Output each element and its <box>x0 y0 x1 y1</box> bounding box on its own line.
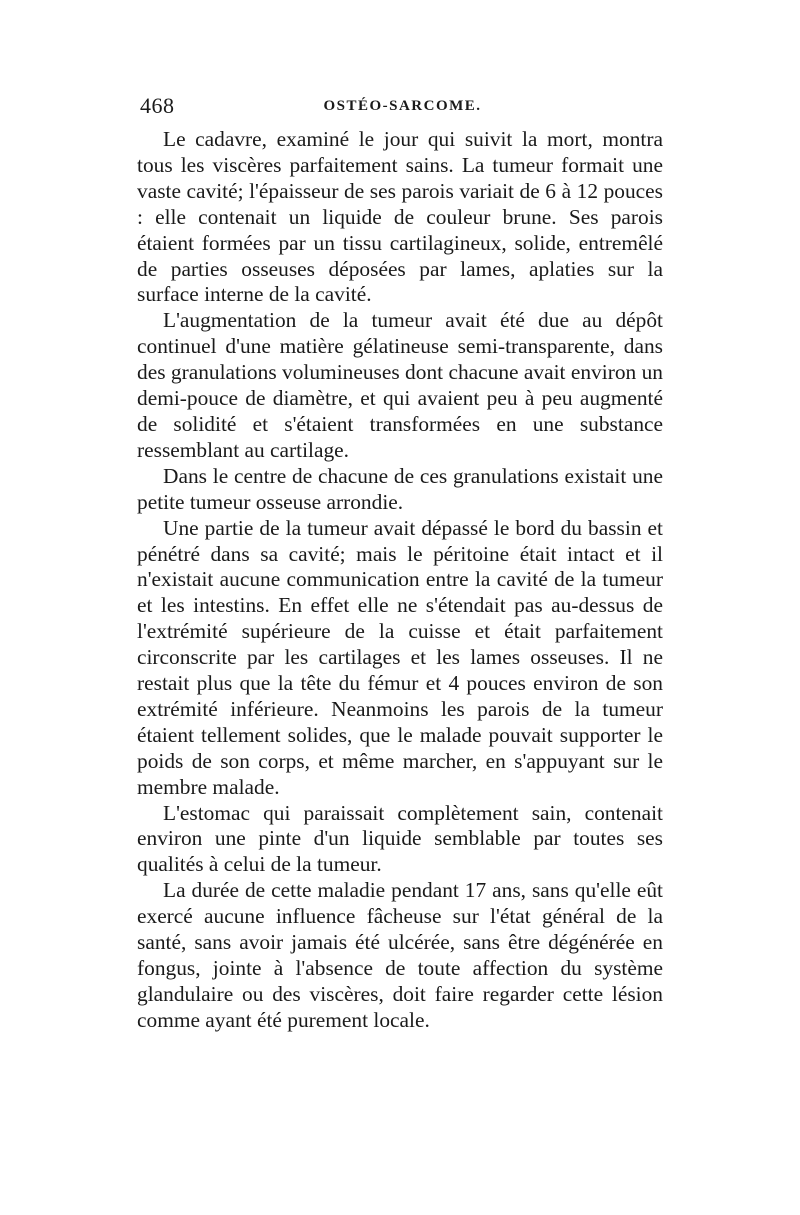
paragraph: Dans le centre de chacune de ces granulations existait une petite tumeur osseuse arrondie. <box>137 463 663 514</box>
page-header <box>140 93 665 123</box>
paragraph: Une partie de la tumeur avait dépassé le bord du bassin et pénétré dans sa cavité; mais le péritoine était intact et il n'existait aucune communication entre la cavité de la tumeur et les intestins. En effet elle ne s'étendait pas au-dessus de l'extrémité supérieure de la cuisse et était parfaitement circonscrite par les cartilages et les lames osseuses. Il ne restait plus que la tête du fémur et 4 pouces environ de son extrémité inférieure. Neanmoins les parois de la tumeur étaient tellement solides, que le malade pouvait supporter le poids de son corps, et même marcher, en s'appuyant sur le membre malade. <box>137 515 663 799</box>
body-text <box>137 127 663 1034</box>
paragraph: La durée de cette maladie pendant 17 ans, sans qu'elle eût exercé aucune influence fâcheuse sur l'état général de la santé, sans avoir jamais été ulcérée, sans être dégénérée en fongus, jointe à l'absence de toute affection du système glandulaire ou des viscères, doit faire regarder cette lésion comme ayant été purement locale. <box>137 878 663 1032</box>
page-number: 468 <box>140 93 175 118</box>
paragraph: L'augmentation de la tumeur avait été due au dépôt continuel d'une matière gélatineuse semi-transparente, dans des granulations volumineuses dont chacune avait environ un demi-pouce de diamètre, et qui avaient peu à peu augmenté de solidité et s'étaient transformées en une substance ressemblant au cartilage. <box>137 308 663 462</box>
paragraph: L'estomac qui paraissait complètement sain, contenait environ une pinte d'un liquide semblable par toutes ses qualités à celui de la tumeur. <box>137 800 663 877</box>
running-title: OSTÉO-SARCOME. <box>323 98 482 114</box>
paragraph: Le cadavre, examiné le jour qui suivit la mort, montra tous les viscères parfaitement sains. La tumeur formait une vaste cavité; l'épaisseur de ses parois variait de 6 à 12 pouces : elle contenait un liquide de couleur brune. Ses parois étaient formées par un tissu cartilagineux, solide, entremêlé de parties osseuses déposées par lames, aplaties sur la surface interne de la cavité. <box>137 127 663 307</box>
